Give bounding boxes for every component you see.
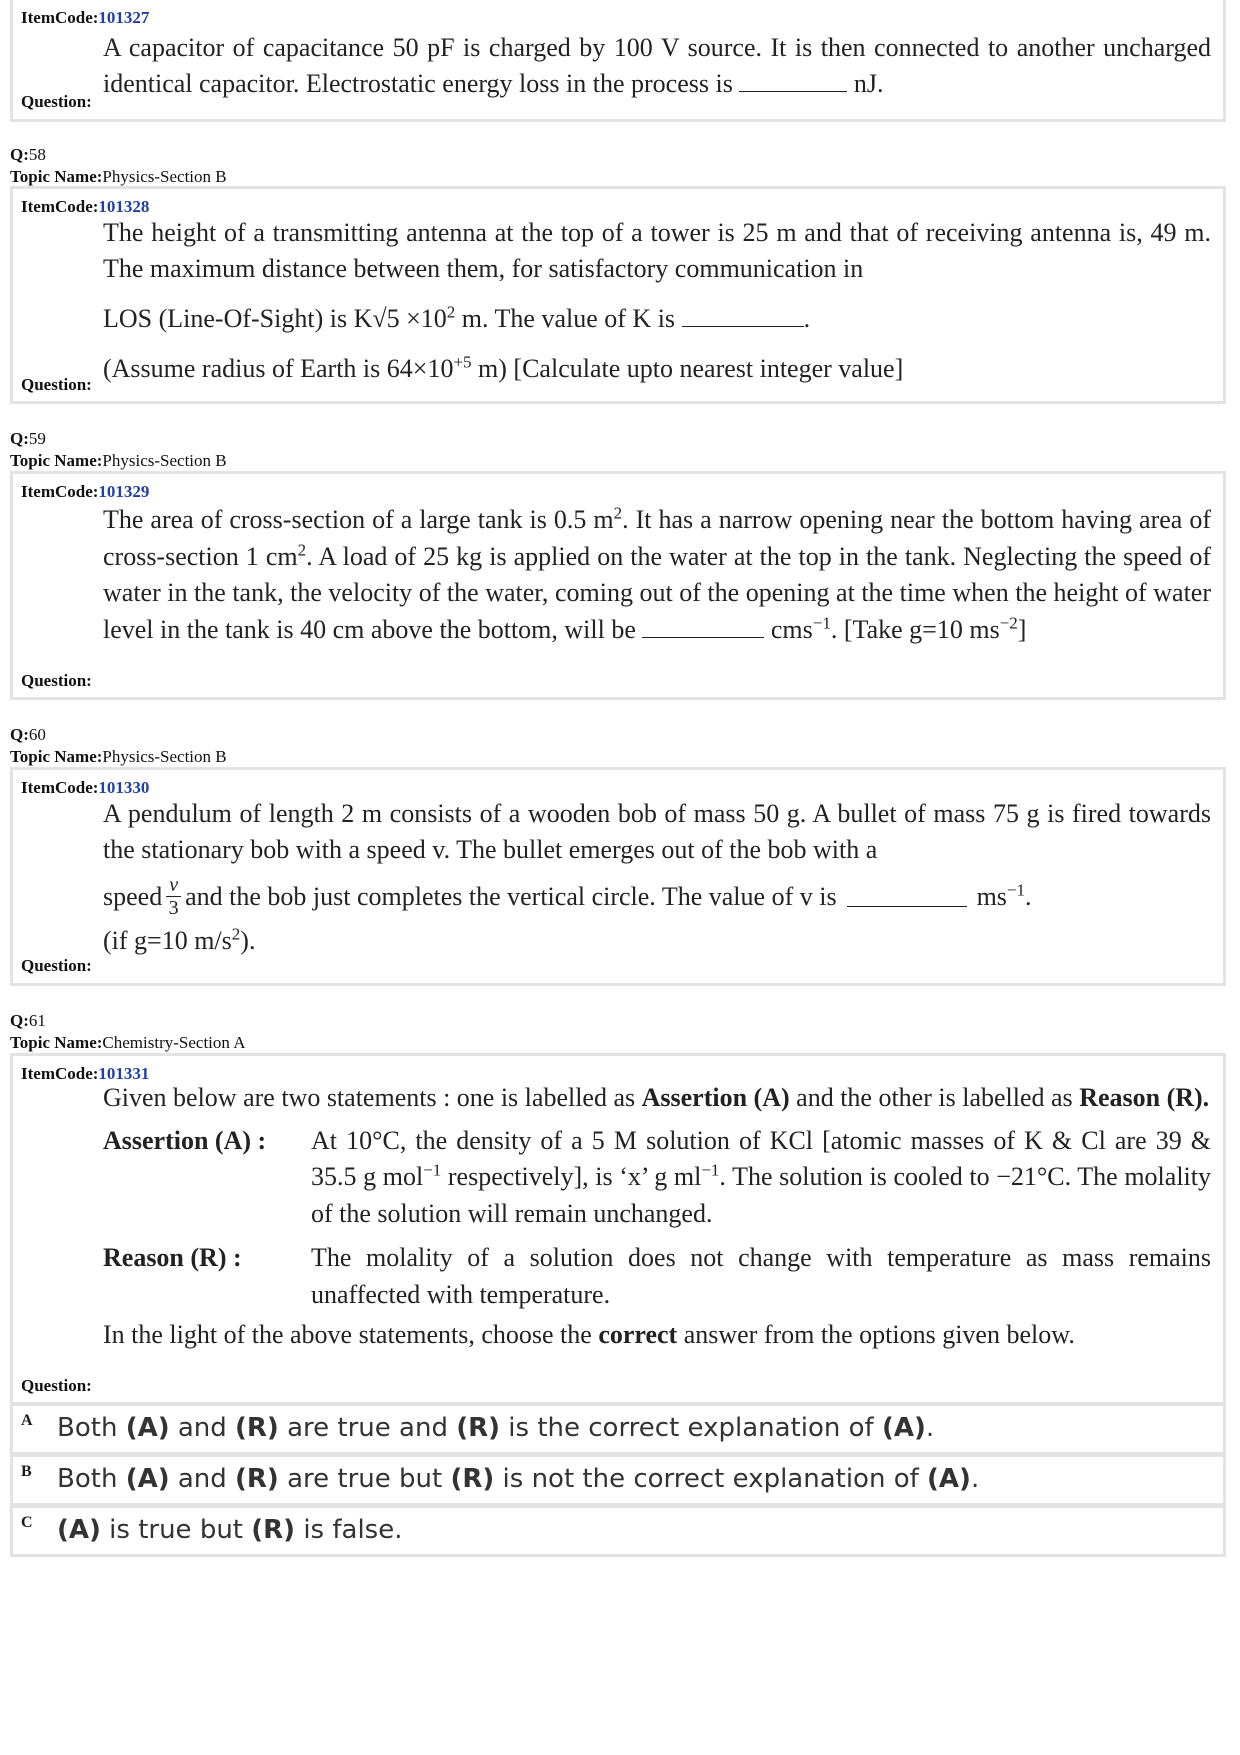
item-code [21, 778, 149, 798]
exponent: +5 [453, 352, 472, 372]
topic-name: Topic Name:Physics-Section B [10, 167, 227, 186]
question-card-101331 [10, 1053, 1226, 1405]
item-code-label: ItemCode: [21, 197, 99, 216]
question-card-101330 [10, 767, 1226, 986]
reason-label: Reason (R) : [103, 1243, 242, 1272]
given-note: . [Take g=10 ms [830, 614, 1000, 644]
unit-label: ms [976, 881, 1007, 911]
answer-blank [739, 90, 847, 92]
question-body-2: LOS (Line-Of-Sight) is K√5 ×10 [103, 304, 447, 333]
question-card-101328 [10, 186, 1226, 404]
option-label: B [21, 1463, 32, 1480]
question-header-60 [10, 724, 1228, 768]
question-header-58 [10, 144, 1228, 188]
question-label: Question: [21, 671, 92, 690]
fraction-denominator: 3 [168, 897, 179, 919]
question-header-61 [10, 1010, 1228, 1054]
item-code [21, 482, 149, 502]
question-label: Question: [21, 375, 92, 394]
unit-label: nJ. [853, 69, 884, 98]
item-code-value: 101328 [98, 197, 150, 216]
exponent: −1 [1006, 879, 1026, 899]
option-text: Both (A) and (R) are true but (R) is not the correct explanation of (A). [57, 1464, 980, 1494]
question-card-101327 [10, 0, 1226, 122]
exponent: 2 [446, 302, 456, 322]
item-code-label: ItemCode: [21, 8, 99, 27]
fraction [166, 874, 181, 919]
question-note: (Assume radius of Earth is 64×10 [103, 354, 454, 383]
question-text: A pendulum of length 2 m consists of a wooden bob of mass 50 g. A bullet of mass 75 g is fired towards the stationary bob with a speed v. The bullet emerges out of the bob with a speed $\frac{v}{3}$ and the bob just completes the vertical circle. The value of v is $ms^{-1}$. (if g=10 $m/s^2$). [103, 796, 1211, 959]
option-c[interactable] [10, 1505, 1226, 1557]
given-note-close: ). [240, 926, 256, 955]
answer-blank [847, 905, 967, 907]
assertion-text: At 10°C, the density of a 5 M solution of KCl [atomic masses of K & Cl are 39 & 35.5 g mol$^{-1}$ respectively], is ‘x’ g $ml^{-1}$. The solution is cooled to −21°C. The molality of the solution will remain unchanged. [311, 1125, 1211, 1228]
topic-name: Topic Name:Physics-Section B [10, 451, 227, 470]
option-b[interactable] [10, 1454, 1226, 1506]
exponent: 2 [297, 539, 307, 559]
question-text [103, 502, 1211, 648]
question-text: The height of a transmitting antenna at the top of a tower is 25 m and that of receiving antenna is, 49 m. The maximum distance between them, for satisfactory communication in LOS (Line-Of-Sight) is $K√5 \times 10^2$ m. The value of K is . (Assume radius of Earth is $64\times 10^{+5}$ m) [Calculate upto nearest integer value] [103, 215, 1211, 387]
question-body: The area of cross-section of a large tank is 0.5 m [103, 505, 614, 534]
question-note-b: m) [Calculate upto nearest integer value] [471, 354, 904, 383]
question-number: Q:59 [10, 429, 46, 448]
exponent: 2 [231, 924, 241, 944]
question-body-b: . It has a narrow opening near the bottom having area of cross-section 1 cm [103, 505, 1211, 571]
question-body-c: . A load of 25 kg is applied on the water at the top in the tank. Neglecting the speed of water in the tank, the velocity of the water, coming out of the opening at the time when the height of water level in the tank is 40 cm above the bottom, will be [103, 541, 1211, 644]
question-number: Q:61 [10, 1011, 46, 1030]
item-code [21, 8, 149, 28]
item-code-value: 101327 [98, 8, 150, 27]
question-body: A capacitor of capacitance 50 pF is charged by 100 V source. It is then connected to another uncharged identical capacitor. Electrostatic energy loss in the process is [103, 33, 1211, 98]
option-text: Both (A) and (R) are true and (R) is the correct explanation of (A). [57, 1413, 935, 1443]
item-code [21, 197, 149, 217]
item-code-value: 101331 [98, 1064, 150, 1083]
given-note: (if g=10 m/s [103, 926, 232, 955]
question-number: Q:60 [10, 725, 46, 744]
question-label: Question: [21, 92, 92, 111]
reason-text: The molality of a solution does not change with temperature as mass remains unaffected with temperature. [311, 1243, 1211, 1309]
question-body-2b: and the bob just completes the vertical circle. The value of v is [185, 881, 837, 911]
reason-row [103, 1240, 1211, 1313]
question-body: The height of a transmitting antenna at the top of a tower is 25 m and that of receiving antenna is, 49 m. The maximum distance between them, for satisfactory communication in [103, 218, 1211, 283]
question-card-101329 [10, 471, 1226, 700]
question-label: Question: [21, 1376, 92, 1395]
item-code-label: ItemCode: [21, 1064, 99, 1083]
question-text [103, 30, 1211, 102]
question-header-59 [10, 428, 1228, 472]
question-body: A pendulum of length 2 m consists of a wooden bob of mass 50 g. A bullet of mass 75 g is fired towards the stationary bob with a speed v. The bullet emerges out of the bob with a [103, 799, 1211, 864]
exponent: −1 [812, 612, 831, 632]
option-label: A [21, 1412, 33, 1429]
item-code-value: 101330 [98, 778, 150, 797]
exponent: 2 [613, 503, 623, 523]
question-label: Question: [21, 956, 92, 975]
topic-name: Topic Name:Physics-Section B [10, 747, 227, 766]
option-label: C [21, 1514, 33, 1531]
answer-blank [642, 636, 764, 638]
question-text [103, 1080, 1211, 1354]
question-body-2b: m. The value of K is [455, 304, 676, 333]
item-code-label: ItemCode: [21, 778, 99, 797]
fraction-numerator: v [166, 874, 181, 897]
item-code-label: ItemCode: [21, 482, 99, 501]
closing-text: In the light of the above statements, choose the correct answer from the options given below. [103, 1320, 1075, 1349]
option-a[interactable] [10, 1403, 1226, 1455]
item-code-value: 101329 [98, 482, 150, 501]
intro-text: Given below are two statements : one is labelled as Assertion (A) and the other is labelled as Reason (R). [103, 1083, 1210, 1112]
question-number: Q:58 [10, 145, 46, 164]
given-note-close: ] [1017, 614, 1027, 644]
exponent: −2 [999, 612, 1018, 632]
assertion-row [103, 1123, 1211, 1233]
option-text: (A) is true but (R) is false. [57, 1515, 403, 1545]
assertion-label: Assertion (A) : [103, 1125, 267, 1155]
unit-label: cms [770, 614, 813, 644]
topic-name: Topic Name:Chemistry-Section A [10, 1033, 246, 1052]
question-body-2a: speed [103, 881, 163, 911]
answer-blank [682, 325, 804, 327]
